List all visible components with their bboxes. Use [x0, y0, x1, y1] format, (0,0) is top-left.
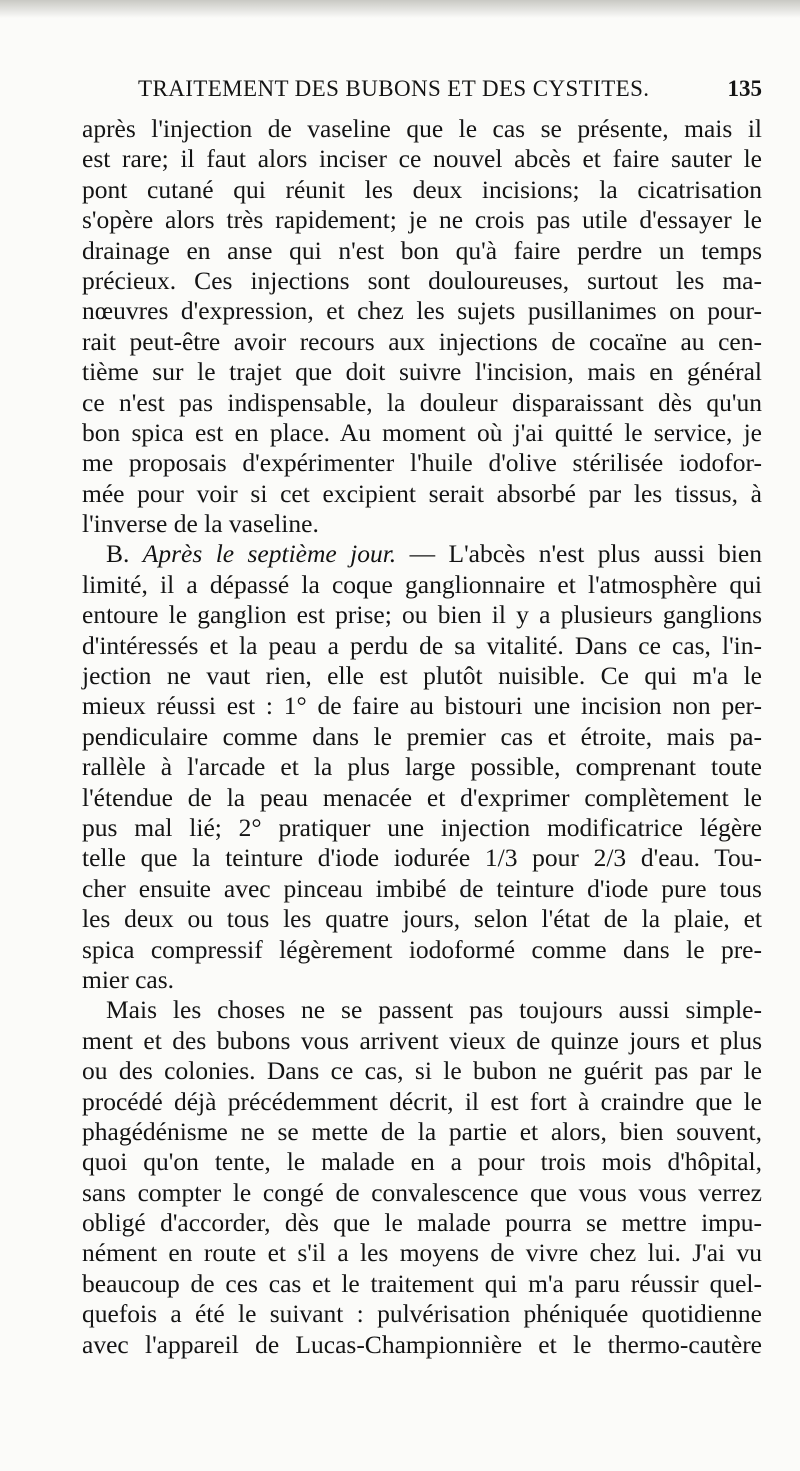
text-line	[82, 144, 762, 174]
line-text: ment et des bubons vous arrivent vieux de quinze jours et plus	[82, 1025, 762, 1055]
line-text: ou des colonies. Dans ce cas, si le bubon ne guérit pas par le	[82, 1056, 762, 1086]
line-text: rait peut-être avoir recours aux injections de cocaïne au cen-	[82, 326, 762, 356]
text-line	[82, 296, 762, 326]
line-text: drainage en anse qui n'est bon qu'à faire perdre un temps	[82, 235, 762, 265]
line-text: ce n'est pas indispensable, la douleur disparaissant dès qu'un	[82, 387, 762, 417]
text-line	[82, 995, 762, 1025]
line-text: mieux réussi est : 1° de faire au bistouri une incision non per-	[82, 691, 762, 721]
line-text: l'étendue de la peau menacée et d'exprimer complètement le	[82, 782, 762, 812]
line-text: rallèle à l'arcade et la plus large possible, comprenant toute	[82, 752, 762, 782]
line-text: l'inverse de la vaseline.	[82, 509, 319, 539]
line-text: entoure le ganglion est prise; ou bien il y a plusieurs ganglions	[82, 600, 762, 630]
line-text: jection ne vaut rien, elle est plutôt nuisible. Ce qui m'a le	[82, 661, 762, 691]
text-line	[82, 1056, 762, 1086]
body-text	[82, 114, 762, 1360]
line-text: mier cas.	[82, 964, 175, 994]
text-line	[82, 1026, 762, 1056]
text-line	[82, 388, 762, 418]
text-line	[82, 114, 762, 144]
line-text: bon spica est en place. Au moment où j'ai quitté le service, je	[82, 417, 762, 447]
text-line	[82, 205, 762, 235]
line-text: procédé déjà précédemment décrit, il est fort à craindre que le	[82, 1086, 762, 1116]
line-text: précieux. Ces injections sont douloureuses, surtout les ma-	[82, 265, 762, 295]
page-edge-shadow	[0, 0, 800, 18]
line-text: sans compter le congé de convalescence que vous vous verrez	[82, 1177, 762, 1207]
text-line	[82, 631, 762, 661]
line-text: nœuvres d'expression, et chez les sujets pusillanimes on pour-	[82, 296, 762, 326]
text-line	[82, 448, 762, 478]
line-text: me proposais d'expérimenter l'huile d'olive stérilisée iodofor-	[82, 448, 762, 478]
text-line	[82, 661, 762, 691]
line-text: pendiculaire comme dans le premier cas et étroite, mais pa-	[82, 721, 762, 751]
line-text: avec l'appareil de Lucas-Championnière et le thermo-cautère	[82, 1329, 762, 1359]
line-text: quefois a été le suivant : pulvérisation phéniquée quotidienne	[82, 1299, 762, 1329]
text-line	[82, 691, 762, 721]
line-text: pont cutané qui réunit les deux incisions; la cicatrisation	[82, 174, 762, 204]
text-line	[82, 752, 762, 782]
running-title: TRAITEMENT DES BUBONS ET DES CYSTITES.	[138, 76, 650, 101]
text-line	[82, 813, 762, 843]
text-line	[82, 904, 762, 934]
text-line	[82, 1147, 762, 1177]
text-line	[82, 479, 762, 509]
line-text: après l'injection de vaseline que le cas se présente, mais il	[82, 114, 762, 143]
section-marker: B.	[106, 539, 143, 569]
line-text: pus mal lié; 2° pratiquer une injection modificatrice légère	[82, 812, 762, 842]
line-text: phagédénisme ne se mette de la partie et alors, bien souvent,	[82, 1116, 762, 1146]
text-line	[82, 236, 762, 266]
text-line	[82, 418, 762, 448]
line-text: nément en route et s'il a les moyens de vivre chez lui. J'ai vu	[82, 1238, 762, 1268]
line-text: les deux ou tous les quatre jours, selon l'état de la plaie, et	[82, 904, 762, 934]
text-line	[82, 1299, 762, 1329]
line-text: quoi qu'on tente, le malade en a pour trois mois d'hôpital,	[82, 1147, 762, 1177]
text-line	[82, 965, 762, 995]
text-line	[82, 1330, 762, 1360]
text-line	[82, 1178, 762, 1208]
text-line	[82, 1087, 762, 1117]
line-text: obligé d'accorder, dès que le malade pourra se mettre impu-	[82, 1208, 762, 1238]
line-text: — L'abcès n'est plus aussi bien	[396, 539, 762, 569]
page-number: 135	[727, 76, 762, 101]
text-line	[82, 935, 762, 965]
text-line	[82, 327, 762, 357]
section-heading-italic: Après le septième jour.	[142, 539, 397, 569]
text-line	[82, 570, 762, 600]
page-header	[82, 76, 762, 110]
text-line	[82, 266, 762, 296]
text-line	[82, 722, 762, 752]
text-line	[82, 1117, 762, 1147]
line-text: telle que la teinture d'iode iodurée 1/3 pour 2/3 d'eau. Tou-	[82, 843, 762, 873]
line-text: d'intéressés et la peau a perdu de sa vitalité. Dans ce cas, l'in-	[82, 630, 762, 660]
text-line	[82, 175, 762, 205]
line-text: est rare; il faut alors inciser ce nouvel abcès et faire sauter le	[82, 144, 762, 174]
text-line	[82, 874, 762, 904]
text-line	[82, 509, 762, 539]
text-line	[82, 843, 762, 873]
text-line	[82, 1238, 762, 1268]
line-text: tième sur le trajet que doit suivre l'incision, mais en général	[82, 357, 762, 387]
line-text: mée pour voir si cet excipient serait absorbé par les tissus, à	[82, 478, 762, 508]
line-text: Mais les choses ne se passent pas toujours aussi simple-	[106, 995, 762, 1025]
line-text: spica compressif légèrement iodoformé comme dans le pre-	[82, 934, 762, 964]
text-line	[82, 357, 762, 387]
line-text: limité, il a dépassé la coque ganglionnaire et l'atmosphère qui	[82, 569, 762, 599]
text-line	[82, 539, 762, 569]
line-text: beaucoup de ces cas et le traitement qui m'a paru réussir quel-	[82, 1268, 762, 1298]
text-line	[82, 600, 762, 630]
text-line	[82, 1269, 762, 1299]
text-line	[82, 1208, 762, 1238]
text-line	[82, 783, 762, 813]
line-text: cher ensuite avec pinceau imbibé de teinture d'iode pure tous	[82, 873, 762, 903]
line-text: s'opère alors très rapidement; je ne crois pas utile d'essayer le	[82, 205, 762, 235]
